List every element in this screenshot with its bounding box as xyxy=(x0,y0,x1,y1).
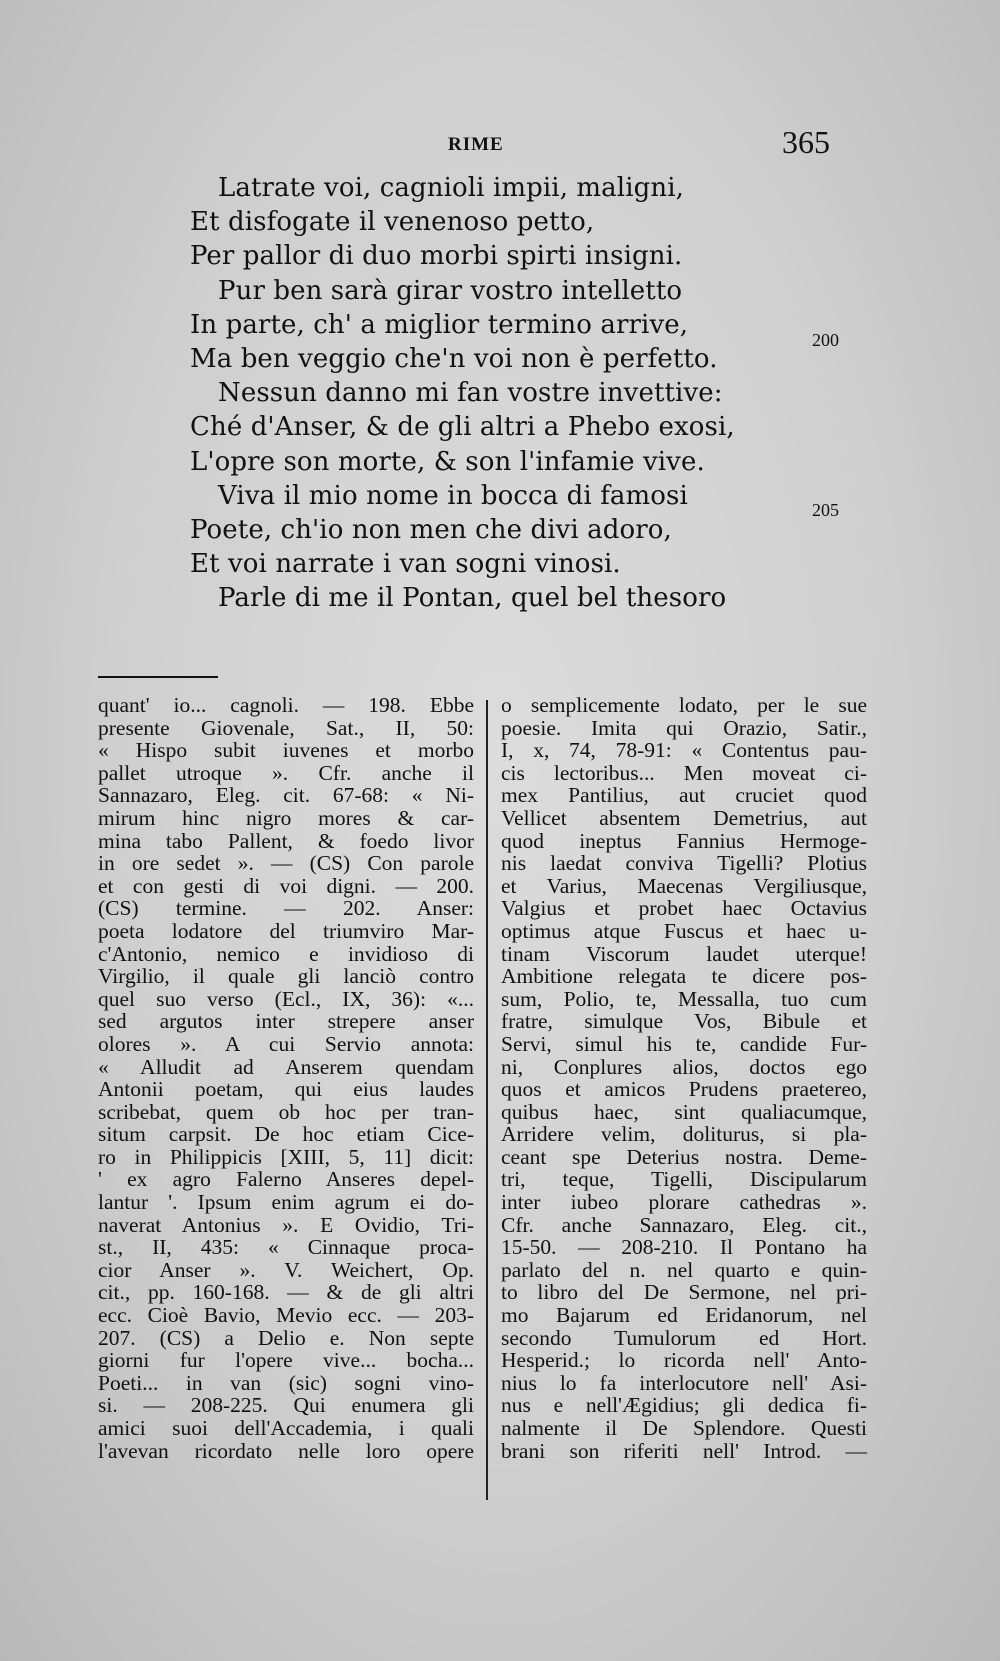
verse-line: Nessun danno mi fan vostre invettive: xyxy=(218,378,723,408)
note-line: o semplicemente lodato, per le sue xyxy=(501,693,867,717)
note-line: nalmente il De Splendore. Questi xyxy=(501,1416,867,1440)
note-line: 207. (CS) a Delio e. Non septe xyxy=(98,1325,474,1350)
running-head-title: RIME xyxy=(448,134,504,155)
verse-block xyxy=(0,170,1000,670)
verse-line: Poete, ch'io non men che divi adoro, xyxy=(190,515,672,545)
note-line: to libro del De Sermone, nel pri- xyxy=(501,1280,867,1305)
note-line: tri, teque, Tigelli, Discipularum xyxy=(501,1167,867,1192)
note-line: secondo Tumulorum ed Hort. xyxy=(501,1325,867,1350)
line-number: 205 xyxy=(812,500,839,520)
verse-line: Pur ben sarà girar vostro intelletto xyxy=(218,276,683,306)
note-line: quel suo verso (Ecl., IX, 36): «... xyxy=(98,986,474,1011)
note-line: presente Giovenale, Sat., II, 50: xyxy=(98,715,474,740)
note-line: Ambitione relegata te dicere pos- xyxy=(501,964,867,989)
note-line: lantur '. Ipsum enim agrum ei do- xyxy=(98,1190,474,1215)
note-line: et Varius, Maecenas Vergiliusque, xyxy=(501,873,867,898)
verse-line: Et disfogate il venenoso petto, xyxy=(190,207,595,237)
footnote-column-left xyxy=(98,694,474,1514)
note-line: optimus atque Fuscus et haec u- xyxy=(501,918,867,943)
line-number: 200 xyxy=(812,330,839,350)
note-line: 15-50. — 208-210. Il Pontano ha xyxy=(501,1235,867,1260)
verse-line: Parle di me il Pontan, quel bel thesoro xyxy=(218,583,727,613)
verse-line: Latrate voi, cagnioli impii, maligni, xyxy=(218,173,684,203)
note-line: Valgius et probet haec Octavius xyxy=(501,896,867,921)
note-line: amici suoi dell'Accademia, i quali xyxy=(98,1416,474,1440)
note-line: Virgilio, il quale gli lanciò contro xyxy=(98,964,474,989)
note-line: Sannazaro, Eleg. cit. 67-68: « Ni- xyxy=(98,783,474,808)
note-line: Antonii poetam, qui eius laudes xyxy=(98,1077,474,1102)
verse-line: Ché d'Anser, & de gli altri a Phebo exosi, xyxy=(190,412,735,442)
verse-line: Per pallor di duo morbi spirti insigni. xyxy=(190,241,683,271)
note-line: cit., pp. 160-168. — & de gli altri xyxy=(98,1280,474,1305)
note-line: Poeti... in van (sic) sogni vino- xyxy=(98,1370,474,1395)
note-line: I, x, 74, 78-91: « Contentus pau- xyxy=(501,738,867,763)
note-line: Cfr. anche Sannazaro, Eleg. cit., xyxy=(501,1212,867,1237)
footnotes xyxy=(0,694,1000,1524)
note-line: Vellicet absentem Demetrius, aut xyxy=(501,805,867,830)
note-line: in ore sedet ». — (CS) Con parole xyxy=(98,851,474,876)
note-line: quos et amicos Prudens praetereo, xyxy=(501,1077,867,1102)
note-line: « Alludit ad Anserem quendam xyxy=(98,1054,474,1079)
footnote-rule xyxy=(98,676,218,678)
verse-line: Viva il mio nome in bocca di famosi xyxy=(218,481,688,511)
verse-line: L'opre son morte, & son l'infamie vive. xyxy=(190,447,705,477)
note-line: si. — 208-225. Qui enumera gli xyxy=(98,1393,474,1418)
verse-line: Et voi narrate i van sogni vinosi. xyxy=(190,549,621,579)
note-line: ecc. Cioè Bavio, Mevio ecc. — 203- xyxy=(98,1303,474,1328)
note-line: nius lo fa interlocutore nell' Asi- xyxy=(501,1370,867,1395)
note-line: ro in Philippicis [XIII, 5, 11] dicit: xyxy=(98,1144,474,1169)
note-line: Servi, simul his te, candide Fur- xyxy=(501,1031,867,1056)
verse-line: In parte, ch' a miglior termino arrive, xyxy=(190,310,689,340)
note-line: sed argutos inter strepere anser xyxy=(98,1009,474,1034)
note-line: nis laedat conviva Tigelli? Plotius xyxy=(501,851,867,876)
note-line: cis lectoribus... Men moveat ci- xyxy=(501,760,867,785)
note-line: quant' io... cagnoli. — 198. Ebbe xyxy=(98,693,474,717)
running-head xyxy=(0,124,1000,170)
note-line: mo Bajarum ed Eridanorum, nel xyxy=(501,1303,867,1328)
note-line: « Hispo subit iuvenes et morbo xyxy=(98,738,474,763)
verse-line: Ma ben veggio che'n voi non è perfetto. xyxy=(190,344,718,374)
note-line: fratre, simulque Vos, Bibule et xyxy=(501,1009,867,1034)
note-line: mina tabo Pallent, & foedo livor xyxy=(98,828,474,853)
note-line: mirum hinc nigro mores & car- xyxy=(98,805,474,830)
note-line: giorni fur l'opere vive... bocha... xyxy=(98,1348,474,1373)
page-number: 365 xyxy=(782,124,830,160)
note-line: tinam Viscorum laudet uterque! xyxy=(501,941,867,966)
note-line: ni, Conplures alios, doctos ego xyxy=(501,1054,867,1079)
note-line: (CS) termine. — 202. Anser: xyxy=(98,896,474,921)
note-line: quod ineptus Fannius Hermoge- xyxy=(501,828,867,853)
note-line: Arridere velim, doliturus, si pla- xyxy=(501,1122,867,1147)
note-line: parlato del n. nel quarto e quin- xyxy=(501,1257,867,1282)
note-line: quibus haec, sint qualiacumque, xyxy=(501,1099,867,1124)
note-line: cior Anser ». V. Weichert, Op. xyxy=(98,1257,474,1282)
note-line: l'avevan ricordato nelle loro opere xyxy=(98,1438,474,1463)
note-line: poesie. Imita qui Orazio, Satir., xyxy=(501,715,867,740)
note-line: poeta lodatore del triumviro Mar- xyxy=(98,918,474,943)
note-line: naverat Antonius ». E Ovidio, Tri- xyxy=(98,1212,474,1237)
note-line: situm carpsit. De hoc etiam Cice- xyxy=(98,1122,474,1147)
note-line: olores ». A cui Servio annota: xyxy=(98,1031,474,1056)
note-line: et con gesti di voi digni. — 200. xyxy=(98,873,474,898)
note-line: nus e nell'Ægidius; gli dedica fi- xyxy=(501,1393,867,1418)
note-line: ' ex agro Falerno Anseres depel- xyxy=(98,1167,474,1192)
note-line: brani son riferiti nell' Introd. — xyxy=(501,1438,867,1463)
note-line: st., II, 435: « Cinnaque proca- xyxy=(98,1235,474,1260)
note-line: c'Antonio, nemico e invidioso di xyxy=(98,941,474,966)
note-line: mex Pantilius, aut cruciet quod xyxy=(501,783,867,808)
note-line: scribebat, quem ob hoc per tran- xyxy=(98,1099,474,1124)
note-line: ceant spe Deterius nostra. Deme- xyxy=(501,1144,867,1169)
note-line: sum, Polio, te, Messalla, tuo cum xyxy=(501,986,867,1011)
note-line: Hesperid.; lo ricorda nell' Anto- xyxy=(501,1348,867,1373)
note-line: inter iubeo plorare cathedras ». xyxy=(501,1190,867,1215)
note-line: pallet utroque ». Cfr. anche il xyxy=(98,760,474,785)
footnote-column-right xyxy=(501,694,867,1514)
